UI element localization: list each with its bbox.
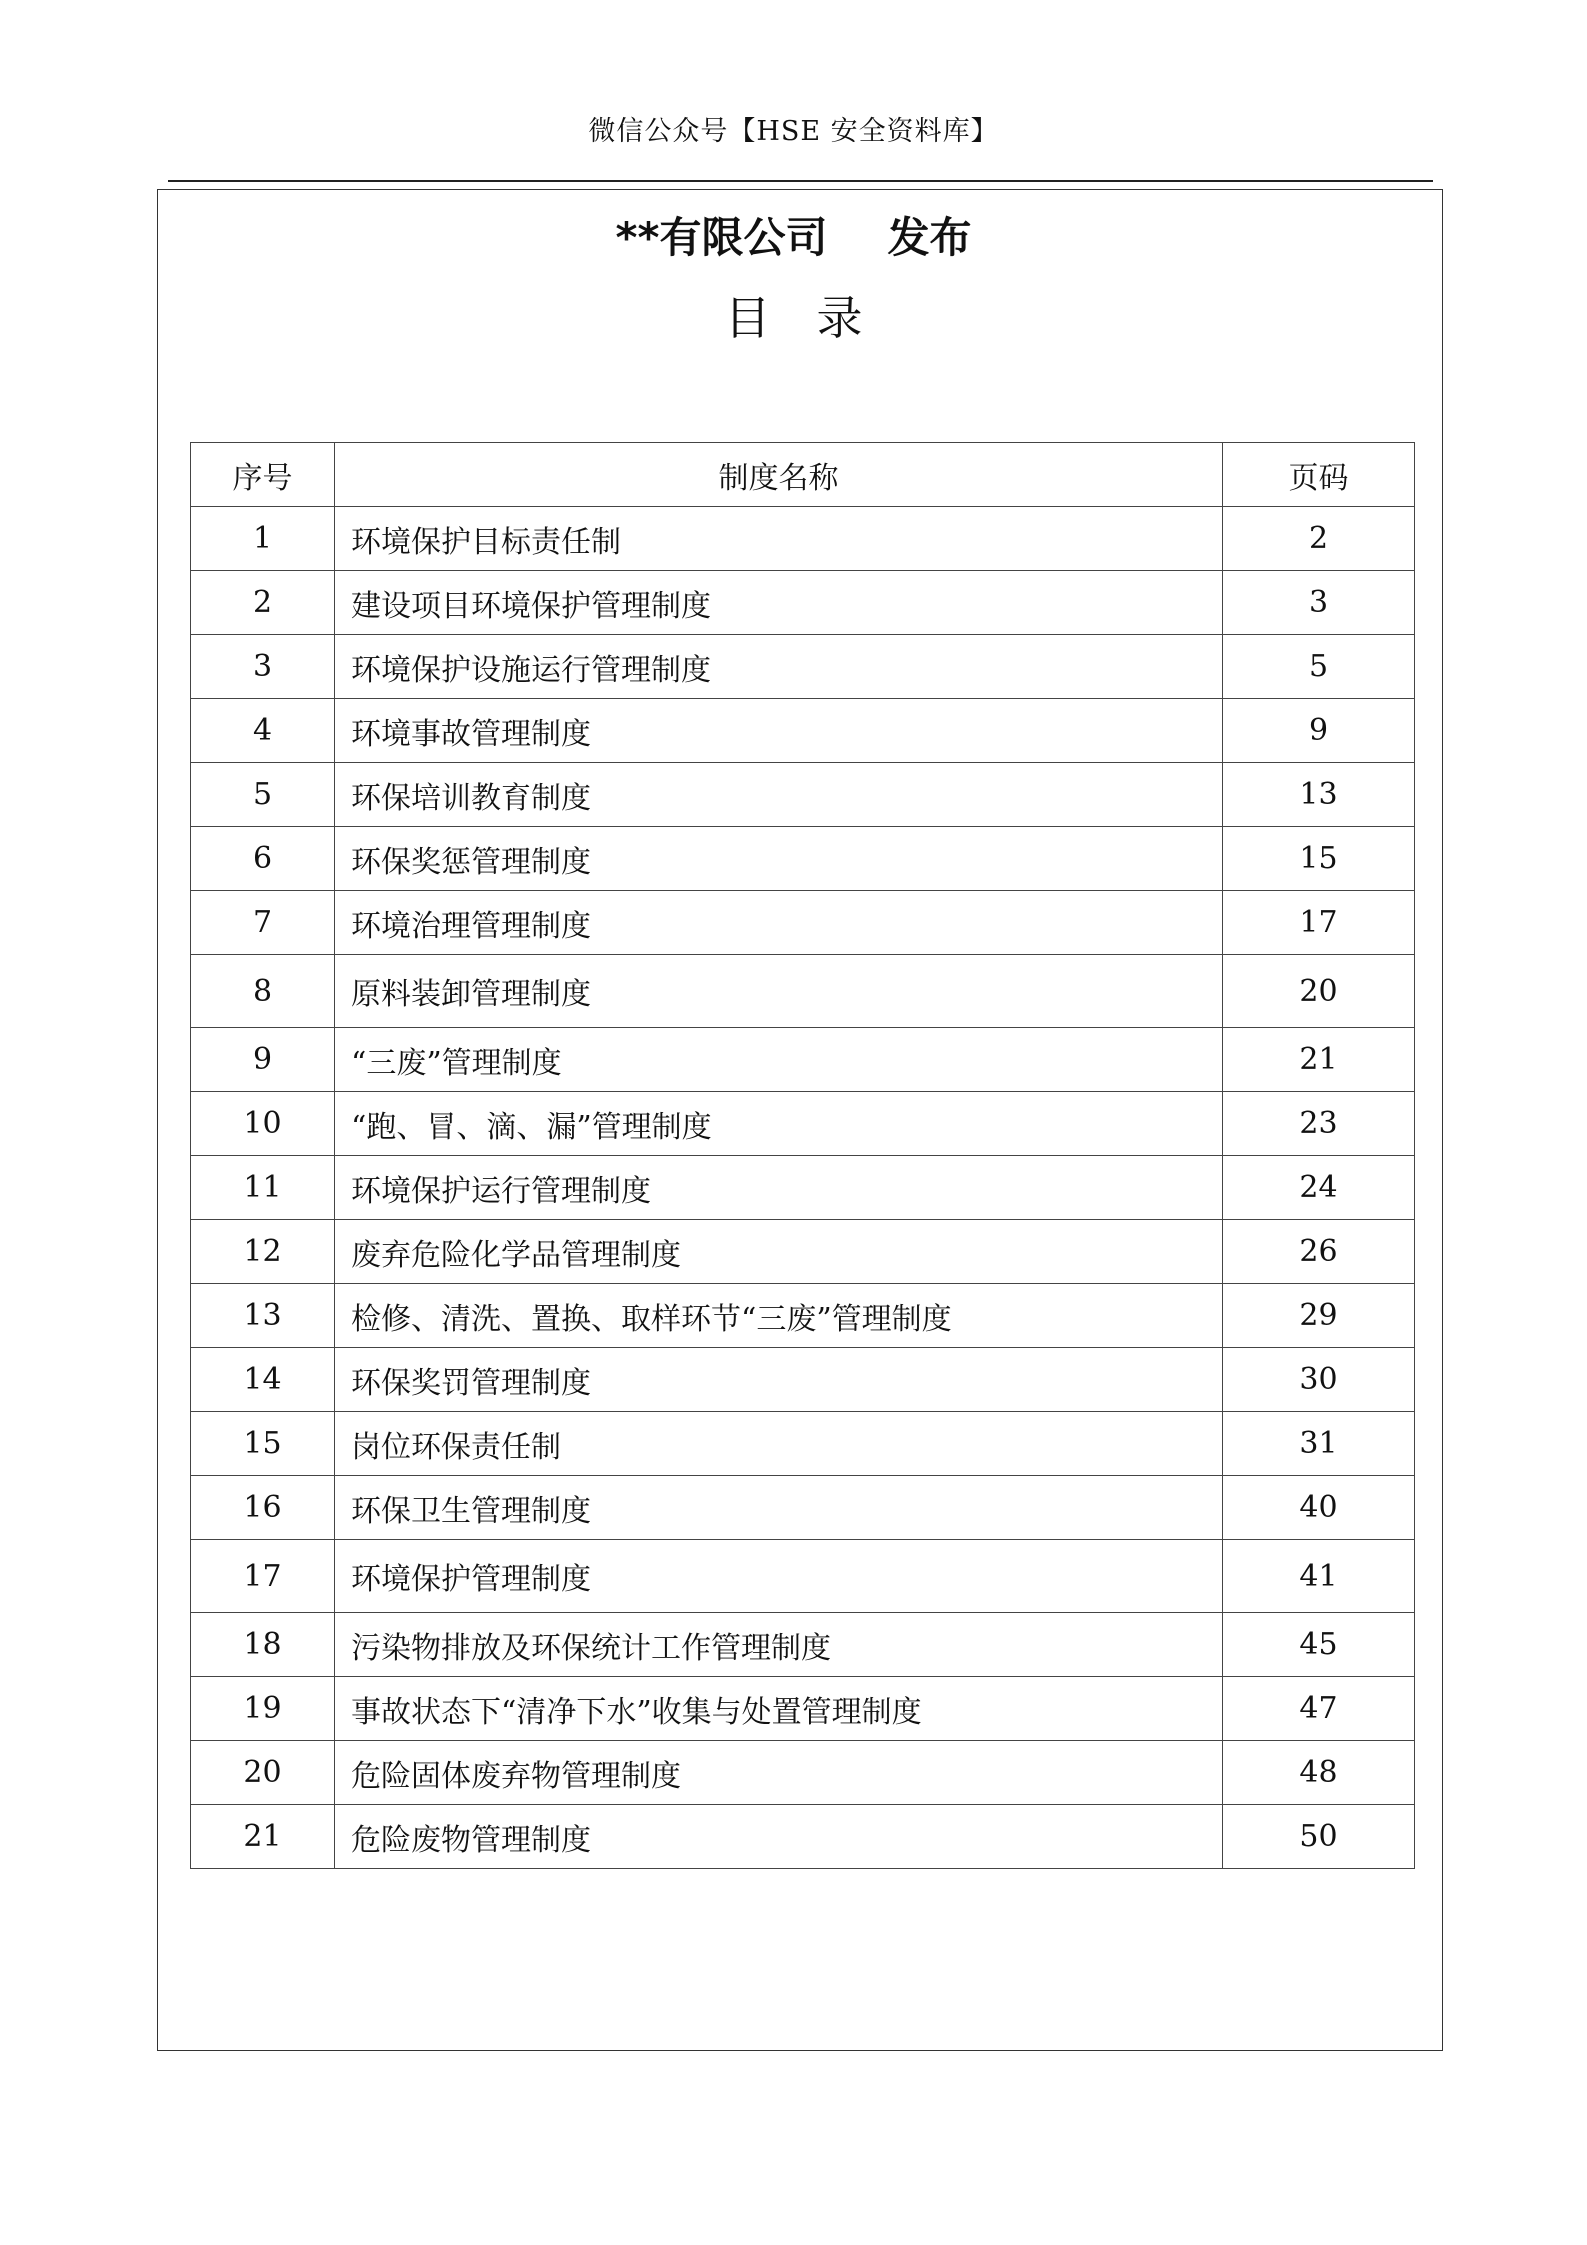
row-name: “跑、冒、滴、漏”管理制度 [335,1092,1223,1156]
row-name: 污染物排放及环保统计工作管理制度 [335,1613,1223,1677]
toc-row [191,1156,1415,1220]
row-name: 环境保护管理制度 [335,1540,1223,1613]
row-name: “三废”管理制度 [335,1028,1223,1092]
row-name: 环境保护运行管理制度 [335,1156,1223,1220]
row-page: 50 [1223,1805,1415,1869]
row-number: 21 [191,1805,335,1869]
row-name: 危险废物管理制度 [335,1805,1223,1869]
row-page: 17 [1223,891,1415,955]
row-page: 29 [1223,1284,1415,1348]
row-number: 8 [191,955,335,1028]
row-name: 岗位环保责任制 [335,1412,1223,1476]
row-page: 45 [1223,1613,1415,1677]
row-page: 13 [1223,763,1415,827]
row-number: 11 [191,1156,335,1220]
row-name: 环境保护目标责任制 [335,507,1223,571]
toc-row [191,1028,1415,1092]
row-page: 31 [1223,1412,1415,1476]
row-number: 10 [191,1092,335,1156]
toc-row [191,763,1415,827]
toc-header-row [191,443,1415,507]
row-name: 环保奖罚管理制度 [335,1348,1223,1412]
header-name: 制度名称 [335,443,1223,507]
row-number: 7 [191,891,335,955]
row-page: 40 [1223,1476,1415,1540]
toc-row [191,1092,1415,1156]
publisher-name: **有限公司 [615,213,828,262]
row-page: 41 [1223,1540,1415,1613]
row-number: 2 [191,571,335,635]
row-page: 47 [1223,1677,1415,1741]
header-page: 页码 [1223,443,1415,507]
toc-row [191,507,1415,571]
document-title [0,208,1587,268]
row-page: 2 [1223,507,1415,571]
row-name: 环保培训教育制度 [335,763,1223,827]
row-page: 9 [1223,699,1415,763]
row-page: 23 [1223,1092,1415,1156]
row-page: 20 [1223,955,1415,1028]
toc-row [191,955,1415,1028]
publish-label: 发布 [887,213,972,262]
row-page: 3 [1223,571,1415,635]
row-page: 48 [1223,1741,1415,1805]
toc-row [191,699,1415,763]
row-number: 18 [191,1613,335,1677]
row-number: 12 [191,1220,335,1284]
row-name: 危险固体废弃物管理制度 [335,1741,1223,1805]
row-number: 4 [191,699,335,763]
row-name: 废弃危险化学品管理制度 [335,1220,1223,1284]
row-name: 环境治理管理制度 [335,891,1223,955]
row-number: 5 [191,763,335,827]
row-name: 环保奖惩管理制度 [335,827,1223,891]
row-number: 13 [191,1284,335,1348]
toc-row [191,891,1415,955]
row-number: 3 [191,635,335,699]
toc-row [191,635,1415,699]
toc-row [191,1284,1415,1348]
row-number: 16 [191,1476,335,1540]
row-number: 6 [191,827,335,891]
toc-row [191,1741,1415,1805]
toc-table [190,442,1415,1869]
row-number: 14 [191,1348,335,1412]
row-number: 9 [191,1028,335,1092]
row-page: 15 [1223,827,1415,891]
toc-row [191,1476,1415,1540]
toc-row [191,1677,1415,1741]
row-number: 20 [191,1741,335,1805]
row-number: 19 [191,1677,335,1741]
row-name: 环境保护设施运行管理制度 [335,635,1223,699]
row-number: 15 [191,1412,335,1476]
running-header: 微信公众号【HSE 安全资料库】 [588,116,999,147]
toc-row [191,1348,1415,1412]
row-number: 1 [191,507,335,571]
header-number: 序号 [191,443,335,507]
row-name: 检修、清洗、置换、取样环节“三废”管理制度 [335,1284,1223,1348]
toc-row [191,1412,1415,1476]
row-name: 环保卫生管理制度 [335,1476,1223,1540]
row-page: 30 [1223,1348,1415,1412]
contents-heading: 目录 [724,291,909,345]
toc-row [191,1613,1415,1677]
row-page: 21 [1223,1028,1415,1092]
header-rule [168,180,1433,182]
row-name: 原料装卸管理制度 [335,955,1223,1028]
row-name: 环境事故管理制度 [335,699,1223,763]
row-name: 事故状态下“清净下水”收集与处置管理制度 [335,1677,1223,1741]
row-page: 26 [1223,1220,1415,1284]
row-page: 5 [1223,635,1415,699]
toc-row [191,1540,1415,1613]
row-page: 24 [1223,1156,1415,1220]
toc-row [191,827,1415,891]
toc-row [191,1220,1415,1284]
toc-row [191,571,1415,635]
row-name: 建设项目环境保护管理制度 [335,571,1223,635]
toc-row [191,1805,1415,1869]
row-number: 17 [191,1540,335,1613]
